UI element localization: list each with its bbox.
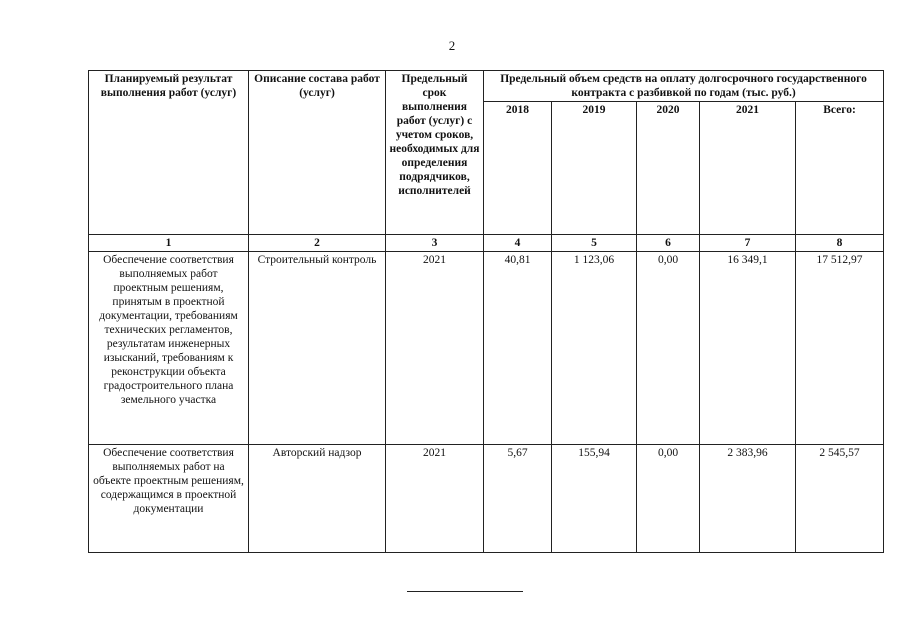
column-number: 1 xyxy=(89,235,249,252)
cell-description: Авторский надзор xyxy=(249,445,386,553)
column-number: 3 xyxy=(386,235,484,252)
cell-2020: 0,00 xyxy=(637,252,700,445)
column-number: 2 xyxy=(249,235,386,252)
header-year-2021: 2021 xyxy=(700,102,796,235)
header-deadline: Предельный срок выполнения работ (услуг) с учетом сроков, необходимых для определения подрядчиков, исполнителей xyxy=(386,71,484,235)
table-row xyxy=(89,252,884,445)
header-work-description: Описание состава работ (услуг) xyxy=(249,71,386,235)
header-year-2020: 2020 xyxy=(637,102,700,235)
header-total: Всего: xyxy=(796,102,884,235)
cell-2019: 155,94 xyxy=(552,445,637,553)
footer-separator-line xyxy=(407,591,523,592)
header-planned-result: Планируемый результат выполнения работ (услуг) xyxy=(89,71,249,235)
cell-2021: 16 349,1 xyxy=(700,252,796,445)
header-funding-group: Предельный объем средств на оплату долгосрочного государственного контракта с разбивкой по годам (тыс. руб.) xyxy=(484,71,884,102)
cell-2020: 0,00 xyxy=(637,445,700,553)
cell-total: 2 545,57 xyxy=(796,445,884,553)
table-row xyxy=(89,445,884,553)
cell-deadline: 2021 xyxy=(386,252,484,445)
cell-result: Обеспечение соответствия выполняемых работ проектным решениям, принятым в проектной документации, требованиям технических регламентов, результатам инженерных изысканий, требованиям к реконструкции объекта градостроительного плана земельного участка xyxy=(89,252,249,445)
column-number: 7 xyxy=(700,235,796,252)
column-number: 5 xyxy=(552,235,637,252)
cell-deadline: 2021 xyxy=(386,445,484,553)
cell-2018: 40,81 xyxy=(484,252,552,445)
cell-total: 17 512,97 xyxy=(796,252,884,445)
cell-2019: 1 123,06 xyxy=(552,252,637,445)
cell-2018: 5,67 xyxy=(484,445,552,553)
column-number: 6 xyxy=(637,235,700,252)
cell-result: Обеспечение соответствия выполняемых работ на объекте проектным решениям, содержащимся в проектной документации xyxy=(89,445,249,553)
column-number: 4 xyxy=(484,235,552,252)
header-year-2019: 2019 xyxy=(552,102,637,235)
cell-description: Строительный контроль xyxy=(249,252,386,445)
column-number-row xyxy=(89,235,884,252)
header-year-2018: 2018 xyxy=(484,102,552,235)
cell-2021: 2 383,96 xyxy=(700,445,796,553)
cost-table xyxy=(88,70,884,553)
page-number: 2 xyxy=(448,38,456,53)
column-number: 8 xyxy=(796,235,884,252)
